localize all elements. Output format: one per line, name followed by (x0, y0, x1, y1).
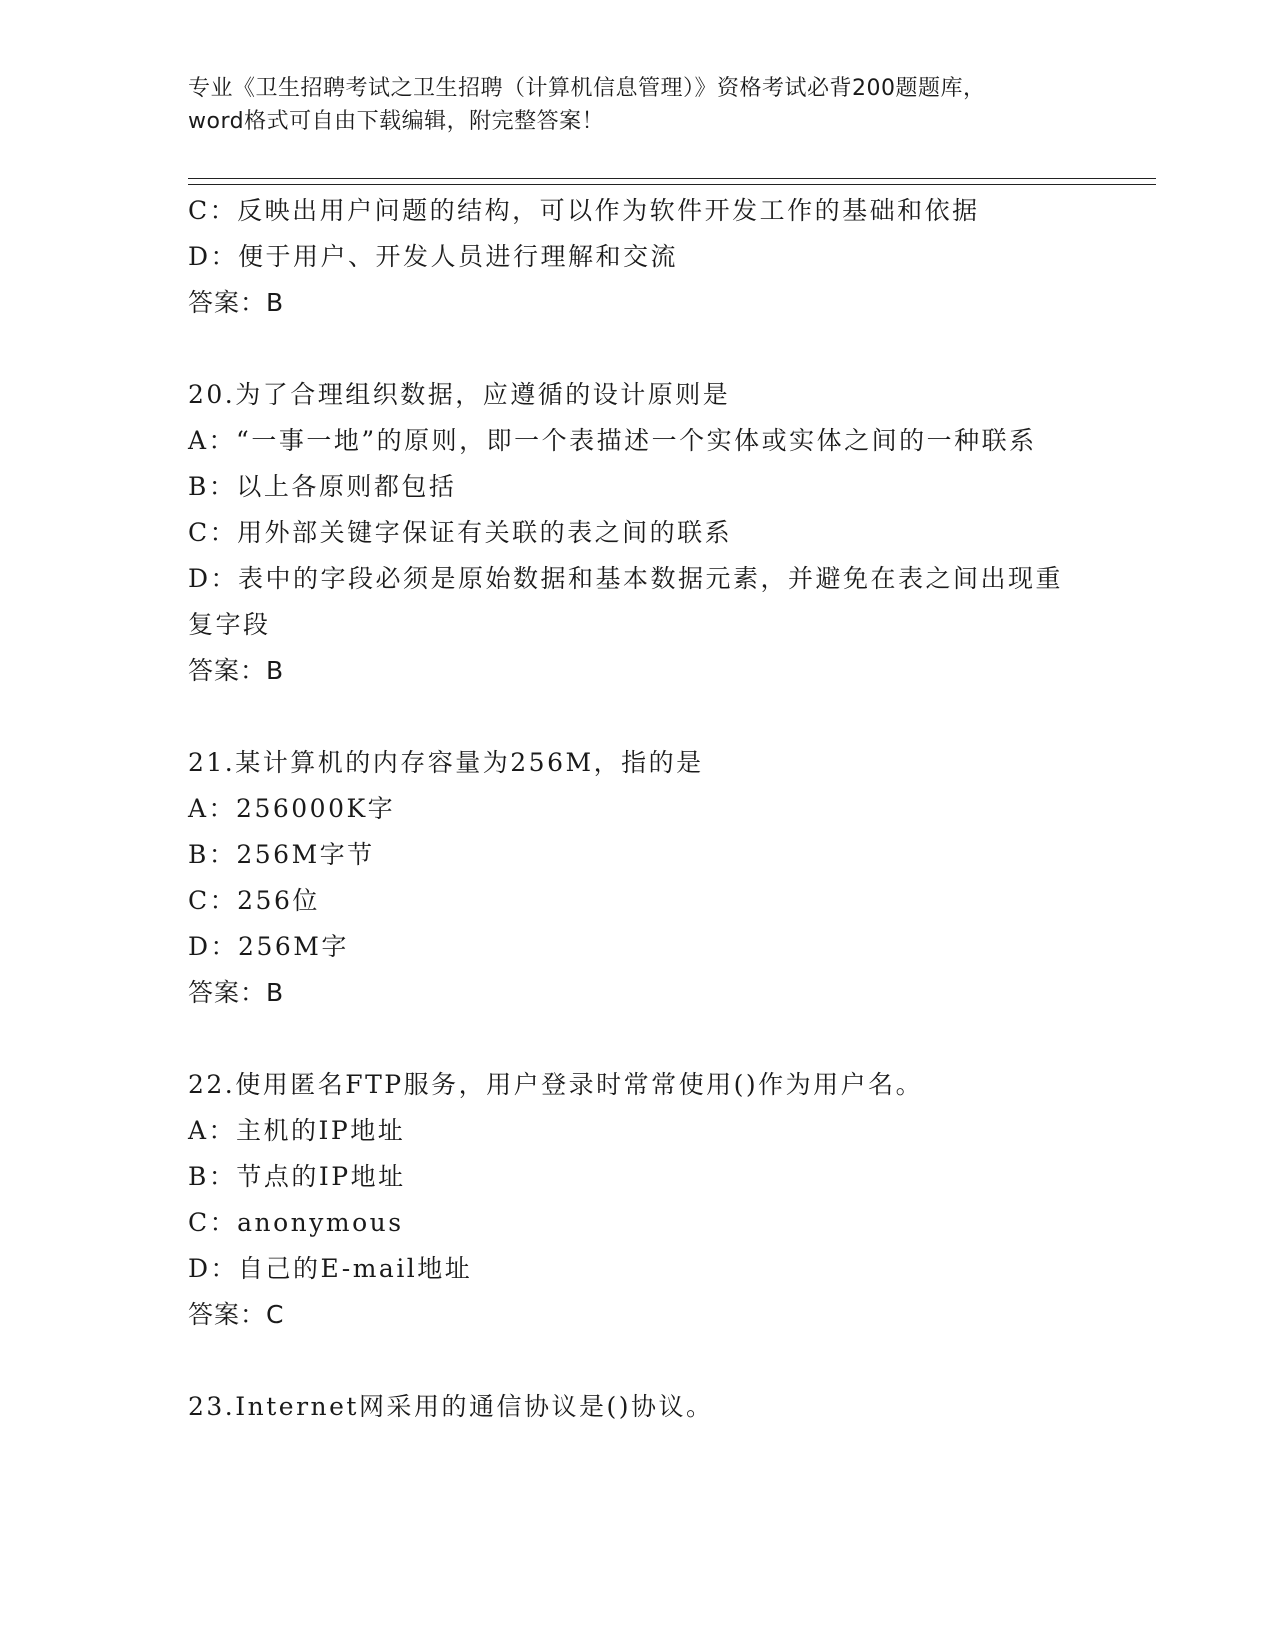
answer: 答案：C (188, 1300, 285, 1329)
header-line-1: 专业《卫生招聘考试之卫生招聘（计算机信息管理）》资格考试必背200题题库， (188, 76, 986, 101)
question-23 (188, 1384, 1088, 1430)
question-list (188, 188, 1088, 1430)
option-d: D：便于用户、开发人员进行理解和交流 (188, 242, 679, 271)
option-a: A：“一事一地”的原则，即一个表描述一个实体或实体之间的一种联系 (188, 426, 1037, 455)
option-b: B：节点的IP地址 (188, 1162, 406, 1191)
option-c: C：anonymous (188, 1208, 404, 1237)
document-header (188, 72, 1088, 138)
option-b: B：以上各原则都包括 (188, 472, 457, 501)
option-d: D：256M字 (188, 932, 349, 961)
question-text: 22.使用匿名FTP服务，用户登录时常常使用()作为用户名。 (188, 1070, 924, 1099)
option-a: A：256000K字 (188, 794, 396, 823)
question-21 (188, 740, 1088, 1016)
question-19-tail (188, 188, 1088, 326)
answer: 答案：B (188, 288, 285, 317)
question-text: 20.为了合理组织数据，应遵循的设计原则是 (188, 380, 731, 409)
answer: 答案：B (188, 978, 285, 1007)
question-22 (188, 1062, 1088, 1338)
spacer (188, 1016, 1088, 1062)
question-text: 23.Internet网采用的通信协议是()协议。 (188, 1392, 714, 1421)
header-rule-top (188, 178, 1156, 179)
header-line-2: word格式可自由下载编辑，附完整答案！ (188, 109, 605, 134)
option-b: B：256M字节 (188, 840, 375, 869)
option-a: A：主机的IP地址 (188, 1116, 406, 1145)
option-c: C：用外部关键字保证有关联的表之间的联系 (188, 518, 733, 547)
spacer (188, 694, 1088, 740)
option-d: D：表中的字段必须是原始数据和基本数据元素，并避免在表之间出现重复字段 (188, 564, 1064, 639)
option-c: C：反映出用户问题的结构，可以作为软件开发工作的基础和依据 (188, 196, 980, 225)
header-rule-bottom (188, 184, 1156, 185)
option-d: D：自己的E-mail地址 (188, 1254, 473, 1283)
question-20 (188, 372, 1088, 694)
question-text: 21.某计算机的内存容量为256M，指的是 (188, 748, 704, 777)
option-c: C：256位 (188, 886, 320, 915)
spacer (188, 1338, 1088, 1384)
spacer (188, 326, 1088, 372)
answer: 答案：B (188, 656, 285, 685)
